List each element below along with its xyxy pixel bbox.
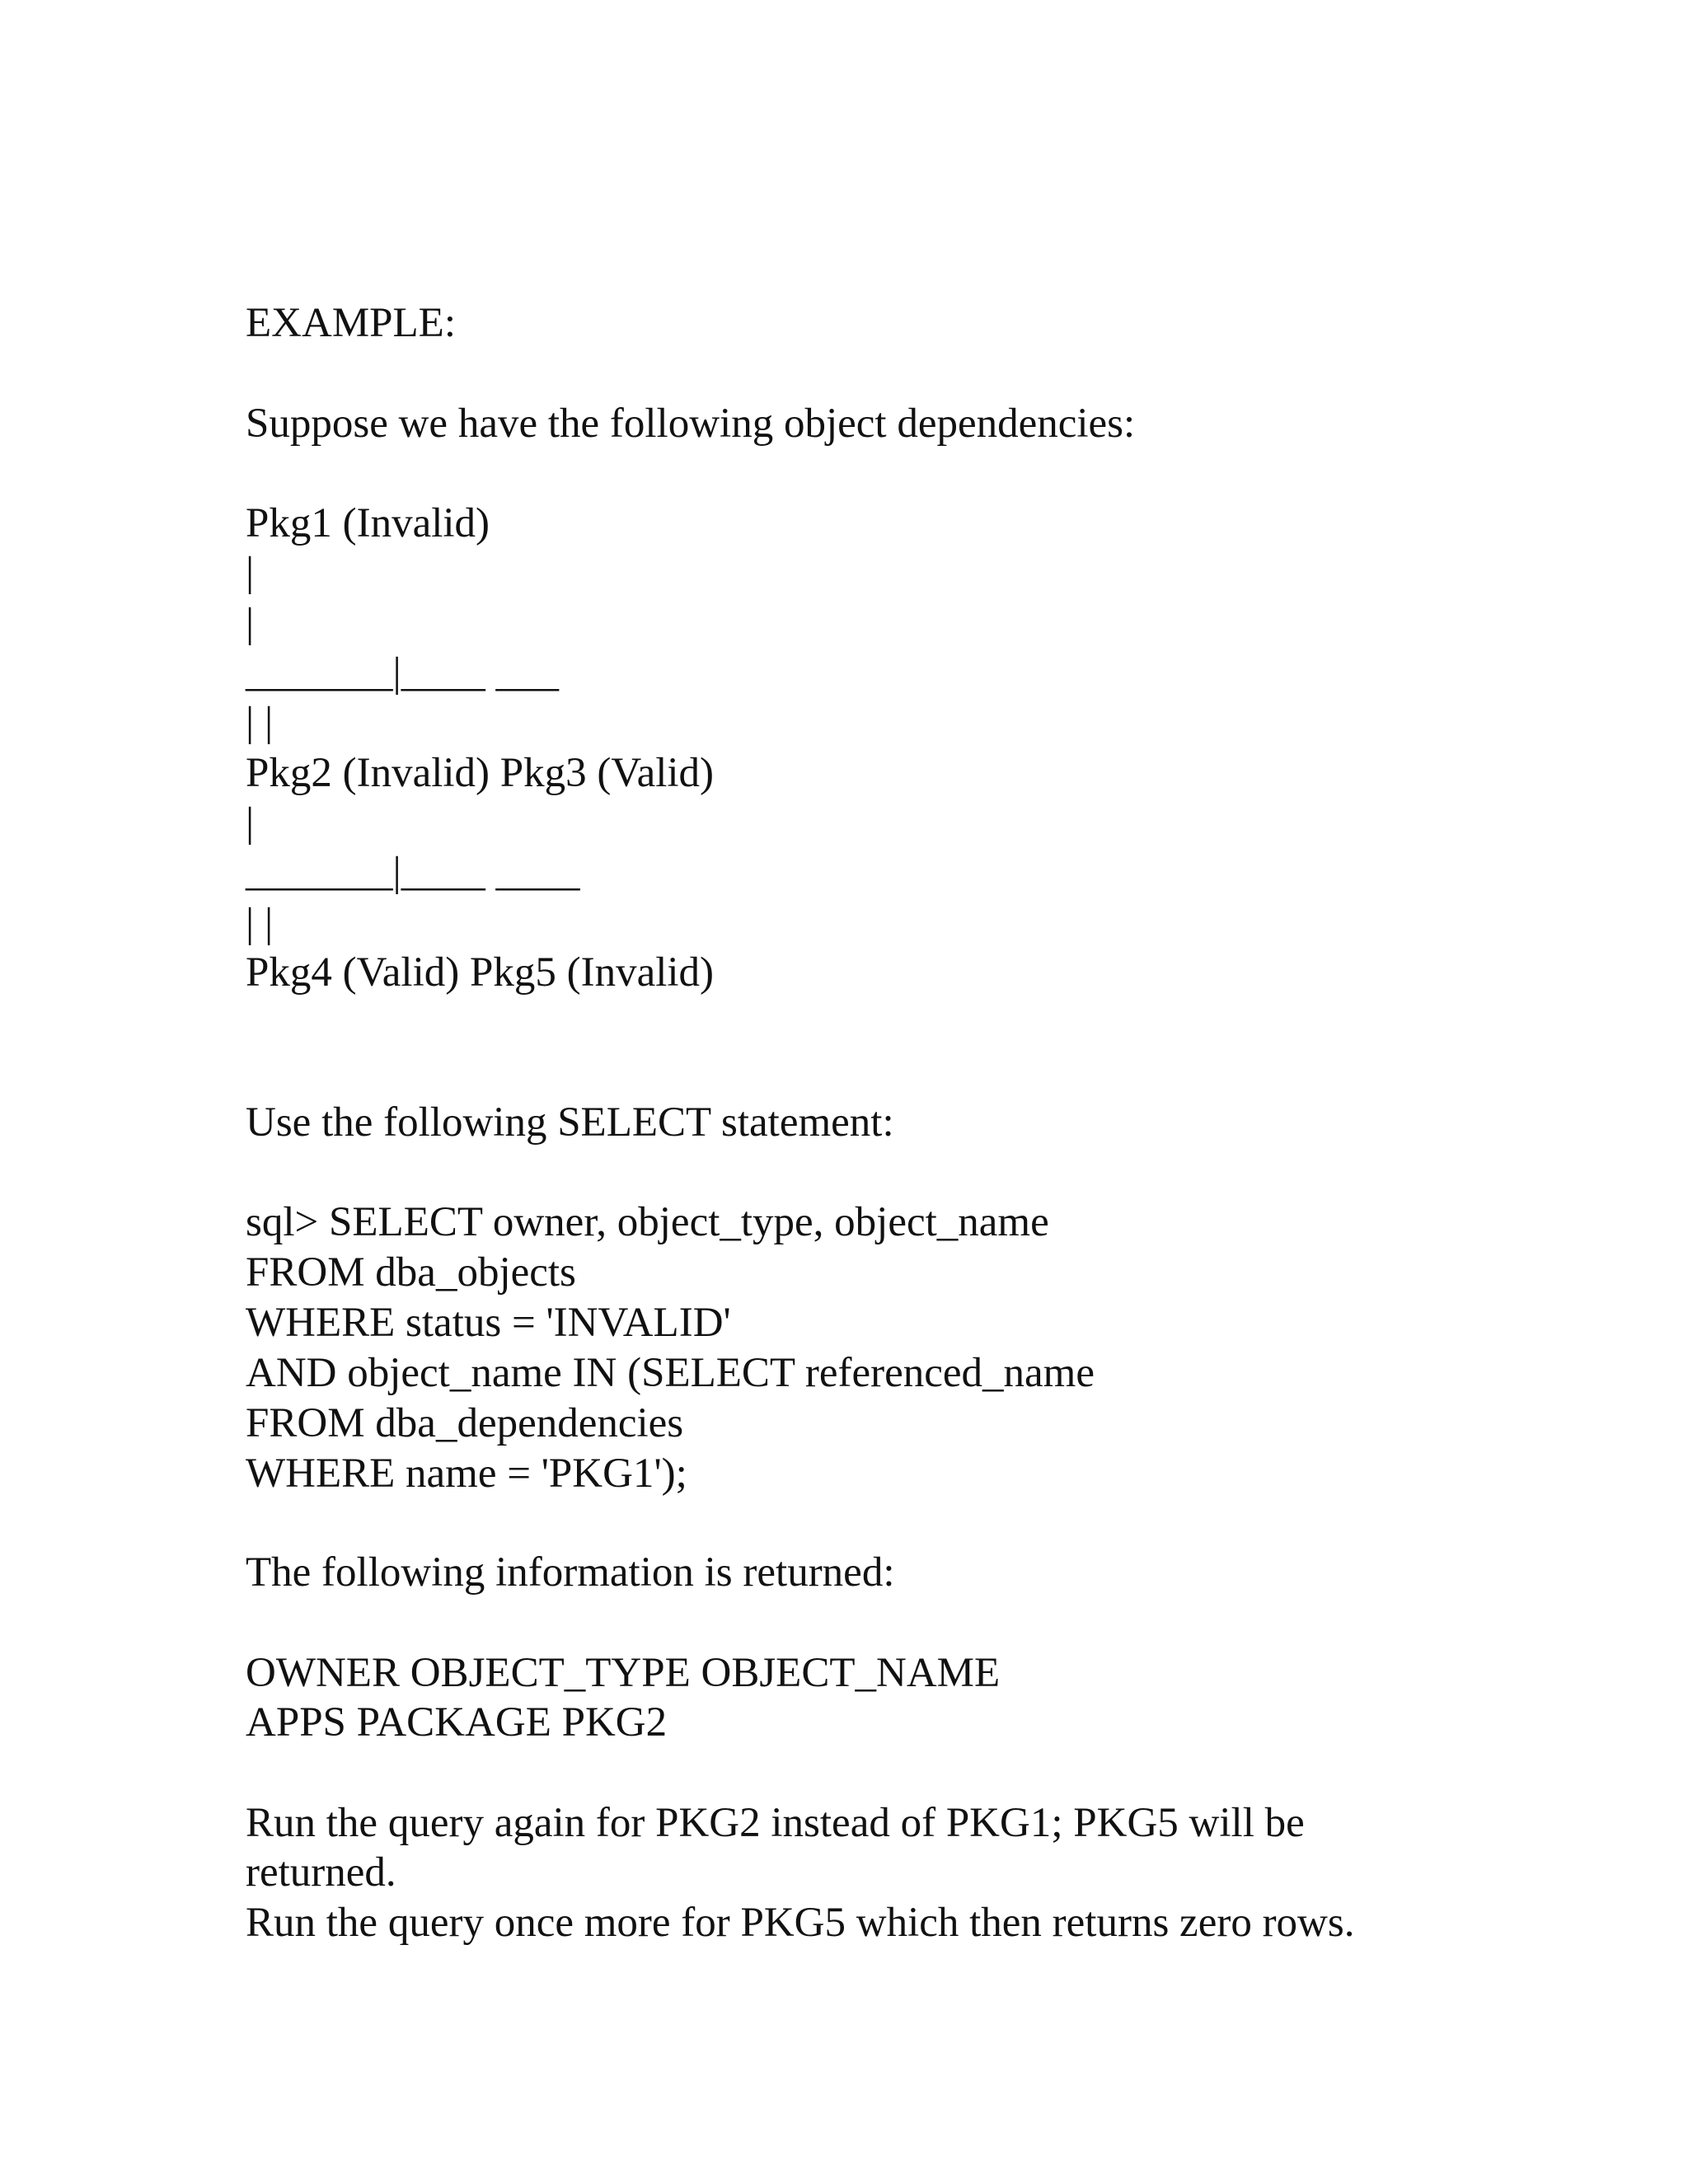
use-select-text: Use the following SELECT statement: xyxy=(246,1099,894,1146)
tree-line: | | xyxy=(246,900,274,946)
example-heading: EXAMPLE: xyxy=(246,300,456,346)
result-line: OWNER OBJECT_TYPE OBJECT_NAME xyxy=(246,1650,1001,1696)
tree-line: | xyxy=(246,549,255,595)
tree-line: _______|____ ___ xyxy=(246,649,559,696)
sql-line: WHERE status = 'INVALID' xyxy=(246,1300,731,1346)
tree-line: Pkg1 (Invalid) xyxy=(246,500,490,546)
sql-line: WHERE name = 'PKG1'); xyxy=(246,1451,687,1497)
tree-line: | xyxy=(246,600,255,646)
returned-intro-text: The following information is returned: xyxy=(246,1549,895,1596)
closing-line: Run the query again for PKG2 instead of PKG1; PKG5 will be xyxy=(246,1800,1305,1846)
tree-line: | xyxy=(246,799,255,846)
result-line: APPS PACKAGE PKG2 xyxy=(246,1699,668,1746)
closing-line: returned. xyxy=(246,1849,396,1896)
intro-text: Suppose we have the following object dependencies: xyxy=(246,401,1136,447)
tree-line: | | xyxy=(246,699,274,745)
sql-line: sql> SELECT owner, object_type, object_name xyxy=(246,1199,1049,1245)
sql-line: AND object_name IN (SELECT referenced_name xyxy=(246,1350,1095,1396)
tree-line: _______|____ ____ xyxy=(246,849,580,895)
sql-line: FROM dba_objects xyxy=(246,1249,576,1296)
tree-line: Pkg4 (Valid) Pkg5 (Invalid) xyxy=(246,949,715,996)
sql-line: FROM dba_dependencies xyxy=(246,1400,684,1446)
tree-line: Pkg2 (Invalid) Pkg3 (Valid) xyxy=(246,750,715,796)
closing-line: Run the query once more for PKG5 which then returns zero rows. xyxy=(246,1900,1355,1946)
